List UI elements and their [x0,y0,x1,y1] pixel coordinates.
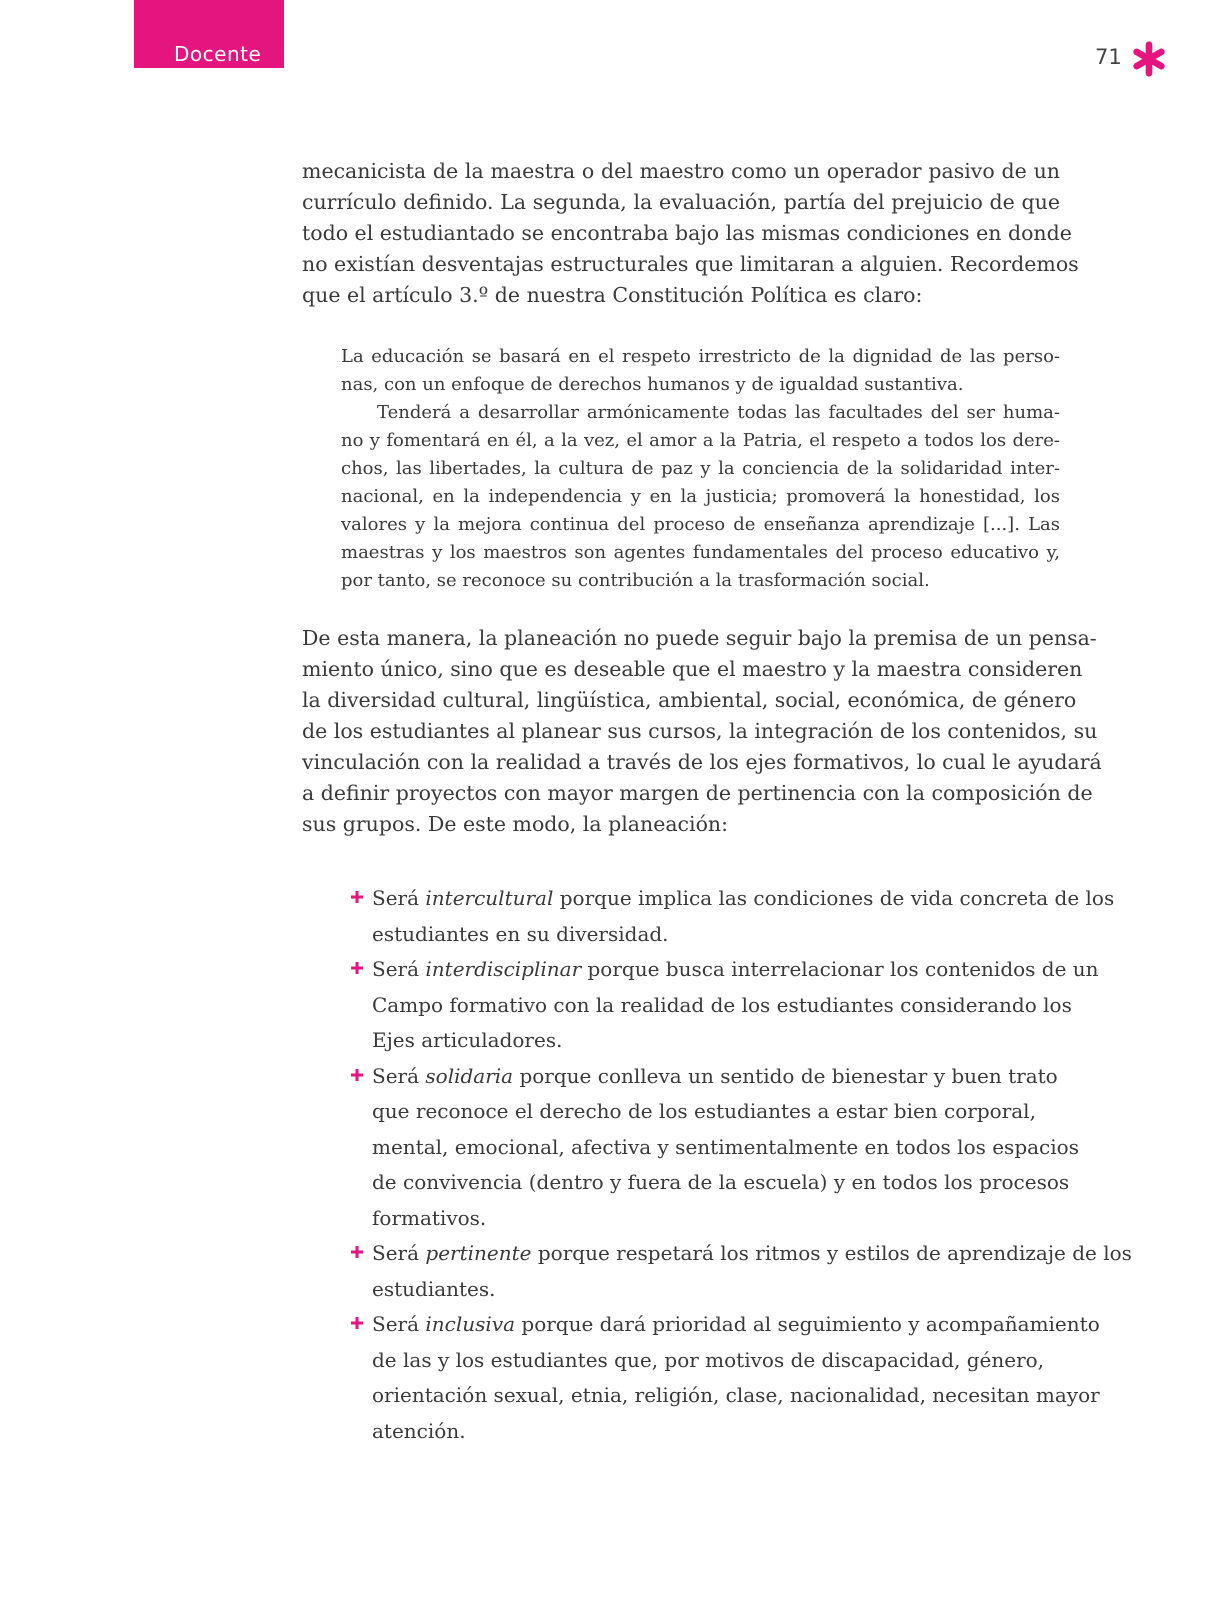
quote-line: nas, con un enfoque de derechos humanos y de igualdad sustantiva. [341,374,964,395]
bullet-line: mental, emocional, afectiva y sentimentalmente en todos los espacios [372,1134,1079,1159]
bullet-line: de las y los estudiantes que, por motivos de discapacidad, género, [372,1347,1045,1372]
list-item [350,881,1115,952]
text-line: De esta manera, la planeación no puede seguir bajo la premisa de un pensa- [302,626,1097,650]
list-item [350,1059,1079,1237]
bullet-line: estudiantes en su diversidad. [372,921,669,946]
quote-line: maestras y los maestros son agentes fundamentales del proceso educativo y, [341,542,1060,563]
text-line: currículo definido. La segunda, la evaluación, partía del prejuicio de que [302,190,1060,214]
bullet-prefix: Será [372,1312,426,1336]
text-line: mecanicista de la maestra o del maestro como un operador pasivo de un [302,159,1060,183]
text-line: a definir proyectos con mayor margen de pertinencia con la composición de [302,781,1093,805]
bullet-prefix: Será [372,1063,426,1088]
bullet-term: solidaria [425,1063,514,1088]
bullet-term: interdisciplinar [425,957,582,981]
constitution-quote [341,343,1060,595]
text-line: sus grupos. De este modo, la planeación: [302,812,729,836]
plus-bullet-icon [350,1068,364,1082]
text-line: todo el estudiantado se encontraba bajo las mismas condiciones en donde [302,221,1072,245]
quote-line: valores y la mejora continua del proceso de enseñanza aprendizaje [...]. Las [341,514,1060,535]
quote-line: Tenderá a desarrollar armónicamente todas las facultades del ser huma- [377,402,1060,423]
bullet-line: porque busca interrelacionar los contenidos de un [581,957,1099,981]
bullet-line: porque respetará los ritmos y estilos de aprendizaje de los [531,1241,1132,1265]
text-line: la diversidad cultural, lingüística, ambiental, social, económica, de género [302,688,1077,712]
bullet-line: Campo formativo con la realidad de los estudiantes considerando los [372,992,1072,1017]
quote-line: La educación se basará en el respeto irrestricto de la dignidad de las perso- [341,346,1060,367]
paragraph-planning [302,623,1102,840]
quote-line: no y fomentará en él, a la vez, el amor a la Patria, el respeto a todos los dere- [341,430,1060,451]
page-number: 71 [1095,45,1122,69]
section-tab [134,0,284,68]
bullet-line: estudiantes. [372,1276,496,1301]
list-item [350,1236,1132,1307]
bullet-term: pertinente [425,1241,532,1265]
quote-line: por tanto, se reconoce su contribución a la trasformación social. [341,570,930,591]
bullet-line: de convivencia (dentro y fuera de la escuela) y en todos los procesos [372,1170,1070,1194]
bullet-line: porque conlleva un sentido de bienestar y buen trato [513,1063,1058,1088]
bullet-line: orientación sexual, etnia, religión, clase, nacionalidad, necesitan mayor [372,1383,1100,1407]
text-line: que el artículo 3.º de nuestra Constitución Política es claro: [302,283,923,307]
plus-bullet-icon [350,1245,364,1259]
list-item [350,1307,1100,1449]
planning-characteristics-list [350,881,1132,1449]
bullet-line: atención. [372,1418,466,1443]
paragraph-intro [302,156,1079,311]
bullet-term: intercultural [425,886,554,910]
quote-line: chos, las libertades, la cultura de paz y la conciencia de la solidaridad inter- [341,458,1060,479]
plus-bullet-icon [350,961,364,975]
asterisk-icon [1130,40,1168,78]
bullet-prefix: Será [372,886,426,910]
bullet-line: que reconoce el derecho de los estudiantes a estar bien corporal, [372,1099,1036,1123]
plus-bullet-icon [350,1316,364,1330]
bullet-term: inclusiva [425,1312,516,1336]
bullet-prefix: Será [372,1241,426,1265]
bullet-line: porque implica las condiciones de vida concreta de los [553,886,1115,910]
text-line: de los estudiantes al planear sus cursos, la integración de los contenidos, su [302,719,1098,743]
plus-bullet-icon [350,890,364,904]
section-label: Docente [174,42,262,66]
bullet-line: Ejes articuladores. [372,1028,563,1052]
bullet-prefix: Será [372,957,426,981]
text-line: miento único, sino que es deseable que el maestro y la maestra consideren [302,657,1083,681]
bullet-line: formativos. [372,1205,487,1230]
bullet-line: porque dará prioridad al seguimiento y acompañamiento [515,1312,1100,1336]
text-line: no existían desventajas estructurales que limitaran a alguien. Recordemos [302,252,1079,276]
text-line: vinculación con la realidad a través de los ejes formativos, lo cual le ayudará [302,750,1102,774]
list-item [350,952,1099,1059]
quote-line: nacional, en la independencia y en la justicia; promoverá la honestidad, los [341,486,1060,507]
